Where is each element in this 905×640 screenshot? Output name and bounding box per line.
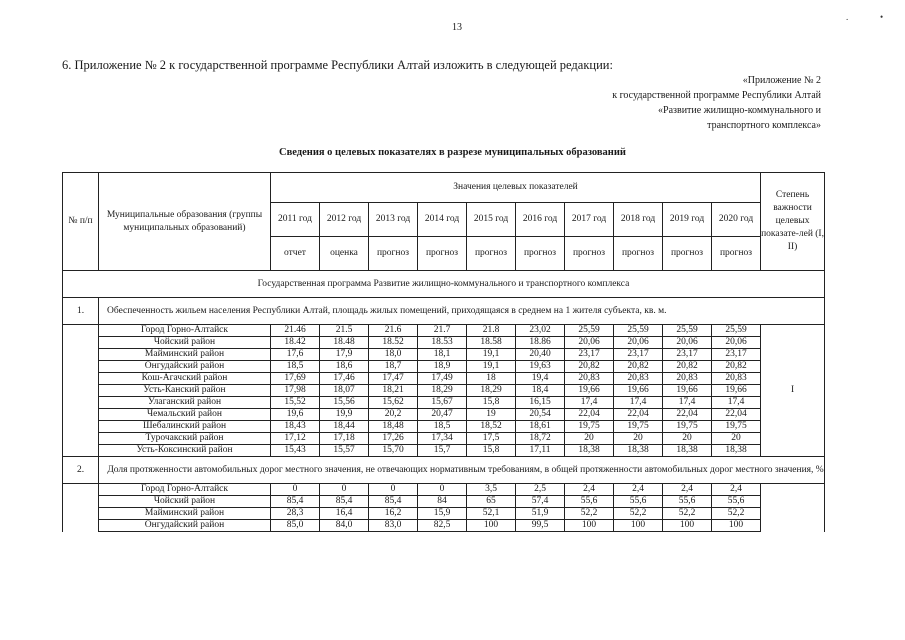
value-cell: 16,4 bbox=[320, 508, 369, 520]
value-cell: 18,9 bbox=[418, 361, 467, 373]
value-cell: 17,26 bbox=[369, 433, 418, 445]
status-header: прогноз bbox=[614, 237, 663, 271]
value-cell: 21.8 bbox=[467, 325, 516, 337]
value-cell: 20,47 bbox=[418, 409, 467, 421]
status-header: прогноз bbox=[467, 237, 516, 271]
value-cell: 83,0 bbox=[369, 520, 418, 532]
value-cell: 23,17 bbox=[614, 349, 663, 361]
value-cell: 15,67 bbox=[418, 397, 467, 409]
value-cell: 100 bbox=[565, 520, 614, 532]
value-cell: 17,4 bbox=[712, 397, 761, 409]
value-cell: 17,34 bbox=[418, 433, 467, 445]
value-cell: 18,29 bbox=[467, 385, 516, 397]
value-cell: 20,06 bbox=[565, 337, 614, 349]
value-cell: 18,1 bbox=[418, 349, 467, 361]
municipality-name: Чойский район bbox=[99, 337, 271, 349]
empty-cell bbox=[63, 520, 99, 532]
empty-cell bbox=[63, 397, 99, 409]
value-cell: 19,75 bbox=[712, 421, 761, 433]
value-cell: 99,5 bbox=[516, 520, 565, 532]
value-cell: 100 bbox=[614, 520, 663, 532]
value-cell: 18,52 bbox=[467, 421, 516, 433]
year-header: 2011 год bbox=[271, 203, 320, 237]
value-cell: 19,9 bbox=[320, 409, 369, 421]
municipality-name: Чойский район bbox=[99, 496, 271, 508]
value-cell: 100 bbox=[712, 520, 761, 532]
value-cell: 0 bbox=[271, 484, 320, 496]
indicator-number: 1. bbox=[63, 298, 99, 325]
importance-cell bbox=[761, 484, 825, 532]
table-row bbox=[63, 496, 825, 508]
value-cell: 2,4 bbox=[712, 484, 761, 496]
values-header: Значения целевых показателей bbox=[271, 173, 761, 203]
value-cell: 25,59 bbox=[565, 325, 614, 337]
value-cell: 22,04 bbox=[614, 409, 663, 421]
value-cell: 15,62 bbox=[369, 397, 418, 409]
value-cell: 23,17 bbox=[663, 349, 712, 361]
municipality-name: Улаганский район bbox=[99, 397, 271, 409]
value-cell: 52,2 bbox=[565, 508, 614, 520]
value-cell: 17,9 bbox=[320, 349, 369, 361]
municipality-name: Майминский район bbox=[99, 349, 271, 361]
value-cell: 15,57 bbox=[320, 445, 369, 457]
attachment-line: к государственной программе Республики Алтай bbox=[612, 90, 821, 101]
empty-cell bbox=[63, 337, 99, 349]
value-cell: 20,83 bbox=[663, 373, 712, 385]
value-cell: 84 bbox=[418, 496, 467, 508]
value-cell: 17,11 bbox=[516, 445, 565, 457]
value-cell: 18,07 bbox=[320, 385, 369, 397]
value-cell: 20,2 bbox=[369, 409, 418, 421]
municipality-name: Турочакский район bbox=[99, 433, 271, 445]
value-cell: 19,75 bbox=[565, 421, 614, 433]
empty-cell bbox=[63, 484, 99, 496]
table-row bbox=[63, 373, 825, 385]
value-cell: 15,56 bbox=[320, 397, 369, 409]
indicator-row bbox=[63, 457, 825, 484]
value-cell: 21.7 bbox=[418, 325, 467, 337]
value-cell: 19,1 bbox=[467, 361, 516, 373]
status-header: прогноз bbox=[663, 237, 712, 271]
table-row bbox=[63, 325, 825, 337]
value-cell: 2,4 bbox=[663, 484, 712, 496]
empty-cell bbox=[63, 433, 99, 445]
empty-cell bbox=[63, 385, 99, 397]
col-municipality-header: Муниципальные образования (группы муниципальных образований) bbox=[99, 173, 271, 271]
value-cell: 16,15 bbox=[516, 397, 565, 409]
value-cell: 52,2 bbox=[614, 508, 663, 520]
value-cell: 0 bbox=[418, 484, 467, 496]
value-cell: 18.53 bbox=[418, 337, 467, 349]
value-cell: 23,02 bbox=[516, 325, 565, 337]
indicator-title: Доля протяженности автомобильных дорог местного значения, не отвечающих нормативным требованиям, в общей протяженности автомобильных дорог местного значения, % bbox=[99, 457, 825, 484]
value-cell: 19,66 bbox=[614, 385, 663, 397]
value-cell: 22,04 bbox=[565, 409, 614, 421]
value-cell: 20,83 bbox=[614, 373, 663, 385]
value-cell: 18.48 bbox=[320, 337, 369, 349]
value-cell: 85,4 bbox=[320, 496, 369, 508]
year-header: 2019 год bbox=[663, 203, 712, 237]
attachment-line: «Приложение № 2 bbox=[742, 75, 821, 86]
value-cell: 17,98 bbox=[271, 385, 320, 397]
municipality-name: Онгудайский район bbox=[99, 520, 271, 532]
value-cell: 17,18 bbox=[320, 433, 369, 445]
empty-cell bbox=[63, 409, 99, 421]
value-cell: 84,0 bbox=[320, 520, 369, 532]
value-cell: 19,4 bbox=[516, 373, 565, 385]
value-cell: 20,82 bbox=[663, 361, 712, 373]
value-cell: 0 bbox=[369, 484, 418, 496]
empty-cell bbox=[63, 496, 99, 508]
value-cell: 2,4 bbox=[614, 484, 663, 496]
value-cell: 82,5 bbox=[418, 520, 467, 532]
value-cell: 20,40 bbox=[516, 349, 565, 361]
value-cell: 52,2 bbox=[712, 508, 761, 520]
value-cell: 17,12 bbox=[271, 433, 320, 445]
year-header: 2013 год bbox=[369, 203, 418, 237]
value-cell: 15,70 bbox=[369, 445, 418, 457]
value-cell: 19,66 bbox=[565, 385, 614, 397]
year-header: 2014 год bbox=[418, 203, 467, 237]
value-cell: 18,4 bbox=[516, 385, 565, 397]
status-header: прогноз bbox=[712, 237, 761, 271]
value-cell: 19,1 bbox=[467, 349, 516, 361]
value-cell: 55,6 bbox=[712, 496, 761, 508]
value-cell: 18,7 bbox=[369, 361, 418, 373]
value-cell: 17,4 bbox=[565, 397, 614, 409]
value-cell: 18,29 bbox=[418, 385, 467, 397]
value-cell: 15,7 bbox=[418, 445, 467, 457]
empty-cell bbox=[63, 373, 99, 385]
value-cell: 20,83 bbox=[712, 373, 761, 385]
table-row bbox=[63, 445, 825, 457]
empty-cell bbox=[63, 349, 99, 361]
table-row bbox=[63, 349, 825, 361]
value-cell: 52,2 bbox=[663, 508, 712, 520]
value-cell: 19,75 bbox=[614, 421, 663, 433]
value-cell: 57,4 bbox=[516, 496, 565, 508]
value-cell: 19,63 bbox=[516, 361, 565, 373]
value-cell: 21.46 bbox=[271, 325, 320, 337]
year-header: 2020 год bbox=[712, 203, 761, 237]
value-cell: 2,4 bbox=[565, 484, 614, 496]
status-header: прогноз bbox=[565, 237, 614, 271]
municipality-name: Усть-Коксинский район bbox=[99, 445, 271, 457]
table-row bbox=[63, 361, 825, 373]
value-cell: 20 bbox=[614, 433, 663, 445]
value-cell: 20,82 bbox=[614, 361, 663, 373]
value-cell: 55,6 bbox=[614, 496, 663, 508]
value-cell: 18,72 bbox=[516, 433, 565, 445]
attachment-line: транспортного комплекса» bbox=[707, 120, 821, 131]
value-cell: 17,5 bbox=[467, 433, 516, 445]
table-row bbox=[63, 520, 825, 532]
value-cell: 17,49 bbox=[418, 373, 467, 385]
value-cell: 20 bbox=[712, 433, 761, 445]
municipality-name: Шебалинский район bbox=[99, 421, 271, 433]
municipality-name: Город Горно-Алтайск bbox=[99, 325, 271, 337]
table-row bbox=[63, 484, 825, 496]
value-cell: 20,06 bbox=[712, 337, 761, 349]
value-cell: 18.86 bbox=[516, 337, 565, 349]
importance-cell: I bbox=[761, 325, 825, 457]
value-cell: 18,48 bbox=[369, 421, 418, 433]
value-cell: 18,44 bbox=[320, 421, 369, 433]
table-row bbox=[63, 337, 825, 349]
year-header: 2017 год bbox=[565, 203, 614, 237]
municipality-name: Онгудайский район bbox=[99, 361, 271, 373]
value-cell: 20,06 bbox=[614, 337, 663, 349]
status-header: отчет bbox=[271, 237, 320, 271]
status-header: оценка bbox=[320, 237, 369, 271]
value-cell: 18,38 bbox=[663, 445, 712, 457]
value-cell: 85,4 bbox=[369, 496, 418, 508]
value-cell: 17,4 bbox=[663, 397, 712, 409]
value-cell: 18,38 bbox=[614, 445, 663, 457]
value-cell: 55,6 bbox=[565, 496, 614, 508]
table-title: Сведения о целевых показателях в разрезе муниципальных образований bbox=[279, 147, 626, 158]
value-cell: 85,4 bbox=[271, 496, 320, 508]
value-cell: 23,17 bbox=[712, 349, 761, 361]
empty-cell bbox=[63, 361, 99, 373]
status-header: прогноз bbox=[516, 237, 565, 271]
value-cell: 21.5 bbox=[320, 325, 369, 337]
table-row bbox=[63, 433, 825, 445]
value-cell: 17,46 bbox=[320, 373, 369, 385]
table-row bbox=[63, 397, 825, 409]
empty-cell bbox=[63, 445, 99, 457]
value-cell: 28,3 bbox=[271, 508, 320, 520]
status-header: прогноз bbox=[369, 237, 418, 271]
value-cell: 18.58 bbox=[467, 337, 516, 349]
value-cell: 20,83 bbox=[565, 373, 614, 385]
value-cell: 18,0 bbox=[369, 349, 418, 361]
value-cell: 15,8 bbox=[467, 397, 516, 409]
year-header: 2012 год bbox=[320, 203, 369, 237]
value-cell: 65 bbox=[467, 496, 516, 508]
corner-mark-right: • bbox=[880, 12, 884, 22]
value-cell: 18,5 bbox=[418, 421, 467, 433]
value-cell: 17,6 bbox=[271, 349, 320, 361]
value-cell: 55,6 bbox=[663, 496, 712, 508]
value-cell: 20,82 bbox=[565, 361, 614, 373]
value-cell: 15,9 bbox=[418, 508, 467, 520]
value-cell: 19,66 bbox=[663, 385, 712, 397]
empty-cell bbox=[63, 421, 99, 433]
indicators-table bbox=[62, 172, 825, 532]
municipality-name: Город Горно-Алтайск bbox=[99, 484, 271, 496]
value-cell: 25,59 bbox=[614, 325, 663, 337]
year-header: 2016 год bbox=[516, 203, 565, 237]
value-cell: 16,2 bbox=[369, 508, 418, 520]
value-cell: 18.52 bbox=[369, 337, 418, 349]
empty-cell bbox=[63, 508, 99, 520]
attachment-header bbox=[521, 73, 821, 133]
value-cell: 18,5 bbox=[271, 361, 320, 373]
table-row bbox=[63, 421, 825, 433]
value-cell: 0 bbox=[320, 484, 369, 496]
program-title: Государственная программа Развитие жилищно-коммунального и транспортного комплекса bbox=[63, 271, 825, 298]
value-cell: 23,17 bbox=[565, 349, 614, 361]
value-cell: 20,06 bbox=[663, 337, 712, 349]
value-cell: 19 bbox=[467, 409, 516, 421]
table-row bbox=[63, 508, 825, 520]
value-cell: 3,5 bbox=[467, 484, 516, 496]
status-header: прогноз bbox=[418, 237, 467, 271]
value-cell: 51,9 bbox=[516, 508, 565, 520]
value-cell: 18,38 bbox=[712, 445, 761, 457]
indicator-number: 2. bbox=[63, 457, 99, 484]
value-cell: 18,61 bbox=[516, 421, 565, 433]
value-cell: 2,5 bbox=[516, 484, 565, 496]
attachment-line: «Развитие жилищно-коммунального и bbox=[658, 105, 821, 116]
municipality-name: Усть-Канский район bbox=[99, 385, 271, 397]
indicator-title: Обеспеченность жильем населения Республики Алтай, площадь жилых помещений, приходящаяся в среднем на 1 жителя субъекта, кв. м. bbox=[99, 298, 825, 325]
value-cell: 20 bbox=[565, 433, 614, 445]
value-cell: 100 bbox=[467, 520, 516, 532]
year-header: 2015 год bbox=[467, 203, 516, 237]
municipality-name: Чемальский район bbox=[99, 409, 271, 421]
value-cell: 18,21 bbox=[369, 385, 418, 397]
corner-mark-left: . bbox=[846, 12, 849, 22]
value-cell: 18 bbox=[467, 373, 516, 385]
value-cell: 15,52 bbox=[271, 397, 320, 409]
value-cell: 21.6 bbox=[369, 325, 418, 337]
intro-paragraph: 6. Приложение № 2 к государственной программе Республики Алтай изложить в следующей редакции: bbox=[62, 58, 613, 72]
value-cell: 25,59 bbox=[663, 325, 712, 337]
table-row bbox=[63, 409, 825, 421]
value-cell: 20 bbox=[663, 433, 712, 445]
value-cell: 17,4 bbox=[614, 397, 663, 409]
value-cell: 17,47 bbox=[369, 373, 418, 385]
value-cell: 15,8 bbox=[467, 445, 516, 457]
value-cell: 19,66 bbox=[712, 385, 761, 397]
value-cell: 100 bbox=[663, 520, 712, 532]
empty-cell bbox=[63, 325, 99, 337]
value-cell: 18,43 bbox=[271, 421, 320, 433]
value-cell: 20,82 bbox=[712, 361, 761, 373]
value-cell: 22,04 bbox=[663, 409, 712, 421]
col-importance-header: Степень важности целевых показате-лей (I, II) bbox=[761, 173, 825, 271]
value-cell: 85,0 bbox=[271, 520, 320, 532]
value-cell: 22,04 bbox=[712, 409, 761, 421]
value-cell: 18.42 bbox=[271, 337, 320, 349]
year-header: 2018 год bbox=[614, 203, 663, 237]
value-cell: 18,38 bbox=[565, 445, 614, 457]
value-cell: 19,75 bbox=[663, 421, 712, 433]
table-row bbox=[63, 385, 825, 397]
indicator-row bbox=[63, 298, 825, 325]
municipality-name: Кош-Агачский район bbox=[99, 373, 271, 385]
page-number: 13 bbox=[452, 22, 462, 33]
value-cell: 52,1 bbox=[467, 508, 516, 520]
value-cell: 17,69 bbox=[271, 373, 320, 385]
value-cell: 18,6 bbox=[320, 361, 369, 373]
col-number-header: № п/п bbox=[63, 173, 99, 271]
value-cell: 20,54 bbox=[516, 409, 565, 421]
municipality-name: Майминский район bbox=[99, 508, 271, 520]
value-cell: 15,43 bbox=[271, 445, 320, 457]
value-cell: 19,6 bbox=[271, 409, 320, 421]
value-cell: 25,59 bbox=[712, 325, 761, 337]
